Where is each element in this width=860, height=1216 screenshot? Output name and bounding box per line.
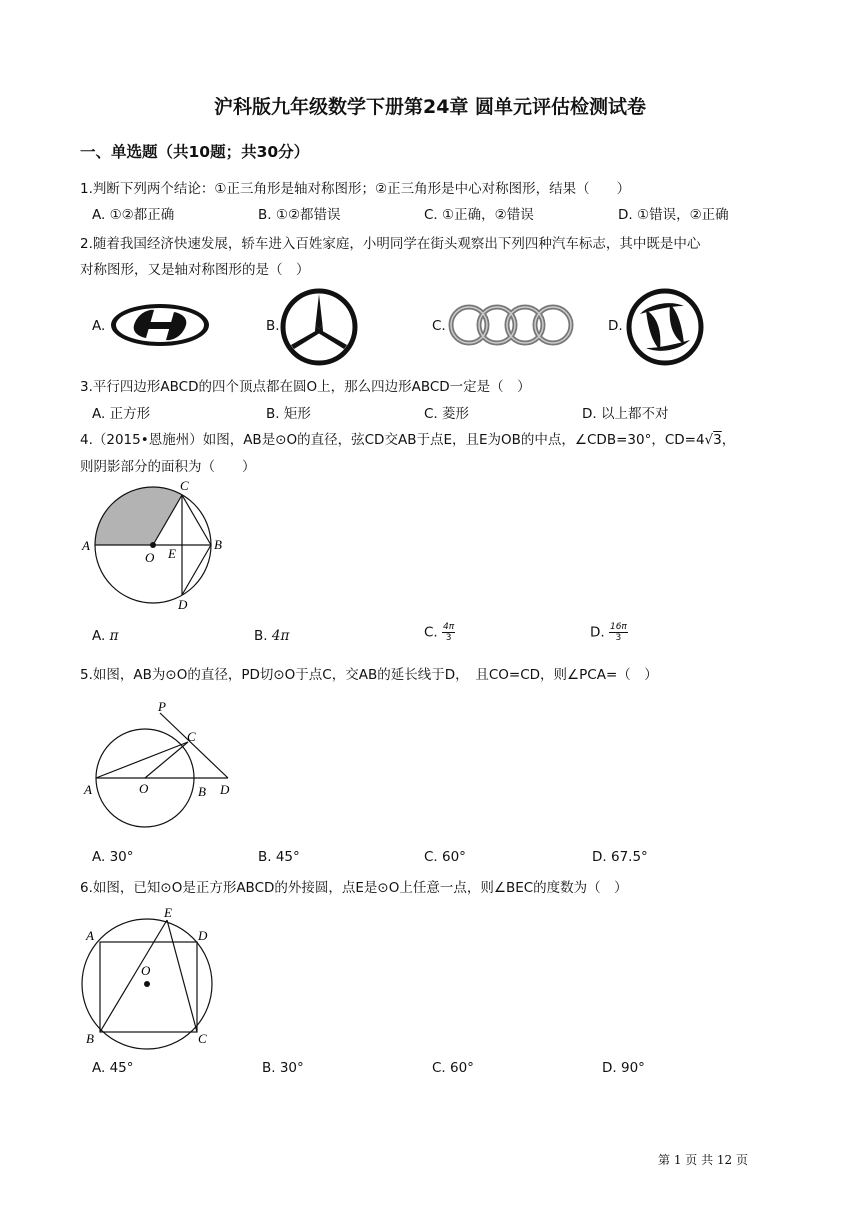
q5-label-o: O <box>139 781 149 796</box>
question-6-text: 6.如图，已知⊙O是正方形ABCD的外接圆，点E是⊙O上任意一点，则∠BEC的度数为（ ） <box>80 880 628 896</box>
q2-option-c: C. <box>432 318 446 334</box>
q3-option-b: B. 矩形 <box>266 406 311 422</box>
q5-label-d: D <box>220 782 230 797</box>
q6-label-a: A <box>86 928 94 943</box>
q2-option-d: D. <box>608 318 623 334</box>
q2-option-a: A. <box>92 318 106 334</box>
question-1-text: 1.判断下列两个结论：①正三角形是轴对称图形；②正三角形是中心对称图形，结果（ ） <box>80 181 631 197</box>
q1-option-d: D. ①错误，②正确 <box>618 207 729 223</box>
q6-label-e: E <box>164 905 172 920</box>
sqrt-sign: √ <box>704 432 714 448</box>
q4-text-part1: 4.（2015•恩施州）如图，AB是⊙O的直径，弦CD交AB于点E，且E为OB的中点，∠CDB=30°，CD=4 <box>80 432 705 448</box>
q5-label-b: B <box>198 784 206 799</box>
question-2-line1: 2.随着我国经济快速发展，轿车进入百姓家庭，小明同学在街头观察出下列四种汽车标志，其中既是中心 <box>80 236 701 252</box>
q3-option-d: D. 以上都不对 <box>582 406 669 422</box>
section-heading: 一、单选题（共10题；共30分） <box>80 143 310 161</box>
q4-sqrt-value: 3 <box>713 432 722 448</box>
q1-option-b: B. ①②都错误 <box>258 207 341 223</box>
q6-label-c: C <box>198 1031 207 1046</box>
question-4-line2: 则阴影部分的面积为（ ） <box>80 459 256 475</box>
question-3-text: 3.平行四边形ABCD的四个顶点都在圆O上，那么四边形ABCD一定是（ ） <box>80 379 531 395</box>
q5-figure <box>80 700 250 805</box>
q6-option-b: B. 30° <box>262 1060 304 1076</box>
q4-option-a: A. π <box>92 628 119 644</box>
q6-option-c: C. 60° <box>432 1060 474 1076</box>
q5-option-d: D. 67.5° <box>592 849 648 865</box>
q1-option-c: C. ①正确，②错误 <box>424 207 534 223</box>
q6-label-d: D <box>198 928 208 943</box>
hyundai-logo <box>110 302 210 348</box>
q5-option-a: A. 30° <box>92 849 134 865</box>
q5-label-c: C <box>187 729 196 744</box>
q4-option-d: D. $\frac{16\pi}{3}$ <box>590 622 627 643</box>
dongfeng-logo <box>626 288 704 366</box>
question-2-line2: 对称图形，又是轴对称图形的是（ ） <box>80 262 310 278</box>
q4-label-e: E <box>168 546 176 561</box>
q6-option-d: D. 90° <box>602 1060 645 1076</box>
question-5-text: 5.如图，AB为⊙O的直径，PD切⊙O于点C，交AB的延长线于D， 且CO=CD，则∠PCA=（ ） <box>80 667 658 683</box>
q4-label-a: A <box>82 538 90 553</box>
q3-option-c: C. 菱形 <box>424 406 470 422</box>
q6-label-o: O <box>141 963 151 978</box>
q5-option-c: C. 60° <box>424 849 466 865</box>
q6-label-b: B <box>86 1031 94 1046</box>
q4-label-d: D <box>178 597 188 612</box>
q6-figure <box>80 902 220 1052</box>
q5-option-b: B. 45° <box>258 849 300 865</box>
q6-option-a: A. 45° <box>92 1060 134 1076</box>
q3-option-a: A. 正方形 <box>92 406 151 422</box>
q4-label-o: O <box>145 550 155 565</box>
q1-option-a: A. ①②都正确 <box>92 207 175 223</box>
audi-logo <box>448 302 574 348</box>
q4-option-b: B. 4π <box>254 628 290 644</box>
q5-label-p: P <box>158 699 166 714</box>
q4-figure <box>80 476 230 616</box>
q4-text-part2: ， <box>721 432 736 448</box>
page-number: 第 1 页 共 12 页 <box>658 1153 748 1167</box>
mercedes-logo <box>280 288 358 366</box>
q5-label-a: A <box>84 782 92 797</box>
page-title: 沪科版九年级数学下册第24章 圆单元评估检测试卷 <box>213 96 647 118</box>
question-4-line1 <box>80 428 735 448</box>
q2-option-b: B. <box>266 318 280 334</box>
q4-label-b: B <box>214 537 222 552</box>
q4-option-c: C. $\frac{4\pi}{3}$ <box>424 622 455 643</box>
q4-label-c: C <box>180 478 189 493</box>
